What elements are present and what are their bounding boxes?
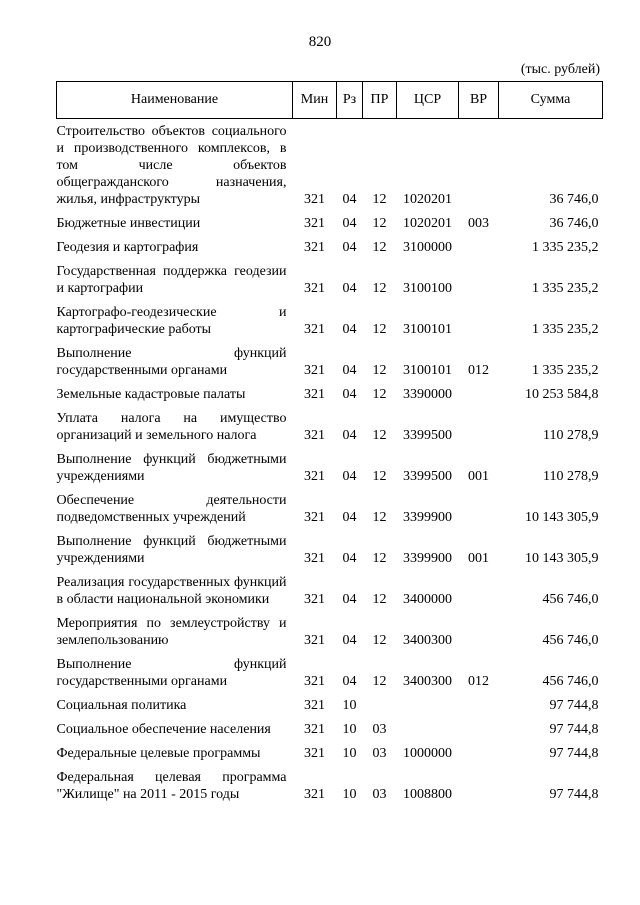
row-rz: 04 (342, 322, 357, 337)
row-csr: 3100101 (403, 322, 452, 337)
row-vr (459, 570, 499, 611)
row-min: 321 (304, 363, 325, 378)
row-csr: 3100100 (403, 281, 452, 296)
row-min: 321 (304, 469, 325, 484)
table-row (57, 611, 603, 652)
row-pr: 03 (372, 746, 387, 761)
row-vr: 012 (468, 674, 489, 689)
row-rz: 10 (342, 746, 357, 761)
table-row (57, 447, 603, 488)
row-vr (459, 382, 499, 406)
row-csr: 1008800 (403, 787, 452, 802)
row-csr: 3399500 (403, 428, 452, 443)
row-csr: 3399900 (403, 551, 452, 566)
row-rz: 04 (342, 674, 357, 689)
row-csr (397, 693, 459, 717)
row-rz: 04 (342, 551, 357, 566)
row-name: Социальное обеспечение населения (56, 722, 271, 737)
row-csr: 3390000 (403, 387, 452, 402)
row-name: Обеспечение деятельности подведомственных учреждений (56, 493, 287, 525)
row-min: 321 (304, 722, 325, 737)
row-name: Государственная поддержка геодезии и картографии (56, 264, 287, 296)
budget-table (56, 81, 603, 806)
row-vr (459, 611, 499, 652)
row-sum: 110 278,9 (543, 428, 599, 443)
row-sum: 36 746,0 (549, 216, 599, 231)
row-csr: 1020201 (403, 192, 452, 207)
table-row (57, 488, 603, 529)
row-vr (459, 300, 499, 341)
row-vr (459, 406, 499, 447)
page-number: 820 (308, 34, 332, 50)
row-name: Реализация государственных функций в области национальной экономики (56, 575, 287, 607)
row-pr: 03 (372, 787, 387, 802)
row-pr: 12 (372, 281, 387, 296)
row-rz: 04 (342, 216, 357, 231)
row-name: Выполнение функций государственными органами (56, 657, 287, 689)
header-vr: ВР (459, 82, 499, 119)
row-sum: 97 744,8 (549, 698, 599, 713)
row-sum: 1 335 235,2 (532, 240, 599, 255)
row-rz: 04 (342, 633, 357, 648)
row-sum: 10 143 305,9 (525, 510, 599, 525)
row-csr: 3100000 (403, 240, 452, 255)
row-pr: 12 (372, 469, 387, 484)
table-row (57, 259, 603, 300)
table-row (57, 741, 603, 765)
header-min: Мин (293, 82, 337, 119)
row-rz: 04 (342, 363, 357, 378)
row-csr: 1000000 (403, 746, 452, 761)
header-sum: Сумма (499, 82, 603, 119)
row-csr: 3399500 (403, 469, 452, 484)
table-row (57, 529, 603, 570)
row-vr: 001 (468, 469, 489, 484)
row-sum: 10 143 305,9 (525, 551, 599, 566)
row-rz: 10 (342, 698, 357, 713)
row-min: 321 (304, 592, 325, 607)
row-min: 321 (304, 551, 325, 566)
row-rz: 04 (342, 240, 357, 255)
row-pr: 12 (372, 633, 387, 648)
row-name: Картографо-геодезические и картографические работы (56, 305, 287, 337)
row-csr: 3400300 (403, 633, 452, 648)
row-pr: 12 (372, 363, 387, 378)
row-csr: 3100101 (403, 363, 452, 378)
row-vr (459, 765, 499, 806)
row-min: 321 (304, 281, 325, 296)
header-name: Наименование (57, 82, 293, 119)
table-row (57, 341, 603, 382)
row-min: 321 (304, 192, 325, 207)
row-pr: 12 (372, 387, 387, 402)
row-pr: 12 (372, 674, 387, 689)
row-pr: 12 (372, 216, 387, 231)
row-vr (459, 119, 499, 212)
table-row (57, 765, 603, 806)
row-name: Уплата налога на имущество организаций и земельного налога (56, 411, 287, 443)
row-rz: 04 (342, 387, 357, 402)
row-rz: 04 (342, 592, 357, 607)
row-pr: 12 (372, 322, 387, 337)
row-vr (459, 741, 499, 765)
row-sum: 456 746,0 (542, 633, 599, 648)
table-row (57, 382, 603, 406)
row-vr (459, 235, 499, 259)
row-csr: 1020201 (403, 216, 452, 231)
row-name: Выполнение функций бюджетными учреждениями (56, 534, 287, 566)
row-sum: 97 744,8 (549, 746, 599, 761)
header-pr: ПР (363, 82, 397, 119)
row-min: 321 (304, 387, 325, 402)
units-label: (тыс. рублей) (520, 62, 600, 77)
row-rz: 10 (342, 787, 357, 802)
row-sum: 1 335 235,2 (532, 363, 599, 378)
row-min: 321 (304, 428, 325, 443)
row-name: Федеральная целевая программа "Жилище" на 2011 - 2015 годы (56, 770, 287, 802)
row-pr: 03 (372, 722, 387, 737)
row-pr: 12 (372, 192, 387, 207)
row-min: 321 (304, 787, 325, 802)
table-row (57, 406, 603, 447)
header-rz: Рз (337, 82, 363, 119)
row-vr (459, 693, 499, 717)
row-min: 321 (304, 322, 325, 337)
row-name: Геодезия и картография (56, 240, 199, 255)
row-sum: 456 746,0 (542, 674, 599, 689)
row-rz: 04 (342, 192, 357, 207)
row-min: 321 (304, 633, 325, 648)
table-row (57, 235, 603, 259)
row-sum: 36 746,0 (549, 192, 599, 207)
header-csr: ЦСР (397, 82, 459, 119)
row-pr: 12 (372, 592, 387, 607)
row-min: 321 (304, 674, 325, 689)
table-row (57, 570, 603, 611)
row-name: Мероприятия по землеустройству и землепользованию (56, 616, 287, 648)
table-row (57, 717, 603, 741)
row-vr (459, 717, 499, 741)
row-sum: 10 253 584,8 (525, 387, 599, 402)
row-name: Выполнение функций государственными органами (56, 346, 287, 378)
row-vr: 012 (468, 363, 489, 378)
row-sum: 1 335 235,2 (532, 322, 599, 337)
row-name: Федеральные целевые программы (56, 746, 261, 761)
row-min: 321 (304, 510, 325, 525)
row-min: 321 (304, 746, 325, 761)
table-row (57, 652, 603, 693)
row-pr: 12 (372, 240, 387, 255)
row-name: Выполнение функций бюджетными учреждениями (56, 452, 287, 484)
row-sum: 97 744,8 (549, 722, 599, 737)
row-name: Земельные кадастровые палаты (56, 387, 246, 402)
row-sum: 456 746,0 (542, 592, 599, 607)
row-name: Строительство объектов социального и производственного комплексов, в том числе объектов общегражданского назначения, жилья, инфраструктуры (56, 124, 287, 207)
row-pr: 12 (372, 551, 387, 566)
row-vr: 003 (468, 216, 489, 231)
row-vr (459, 259, 499, 300)
table-row (57, 119, 603, 212)
row-sum: 110 278,9 (543, 469, 599, 484)
row-rz: 10 (342, 722, 357, 737)
row-csr (397, 717, 459, 741)
row-vr (459, 488, 499, 529)
row-csr: 3399900 (403, 510, 452, 525)
table-row (57, 300, 603, 341)
row-name: Бюджетные инвестиции (56, 216, 201, 231)
table-row (57, 211, 603, 235)
row-rz: 04 (342, 281, 357, 296)
row-csr: 3400300 (403, 674, 452, 689)
row-vr: 001 (468, 551, 489, 566)
row-min: 321 (304, 240, 325, 255)
row-rz: 04 (342, 469, 357, 484)
row-min: 321 (304, 216, 325, 231)
row-pr (363, 693, 397, 717)
row-pr: 12 (372, 510, 387, 525)
row-name: Социальная политика (56, 698, 187, 713)
row-csr: 3400000 (403, 592, 452, 607)
row-rz: 04 (342, 428, 357, 443)
row-sum: 1 335 235,2 (532, 281, 599, 296)
table-row (57, 693, 603, 717)
table-header-row (57, 82, 603, 119)
row-min: 321 (304, 698, 325, 713)
row-rz: 04 (342, 510, 357, 525)
row-pr: 12 (372, 428, 387, 443)
row-sum: 97 744,8 (549, 787, 599, 802)
